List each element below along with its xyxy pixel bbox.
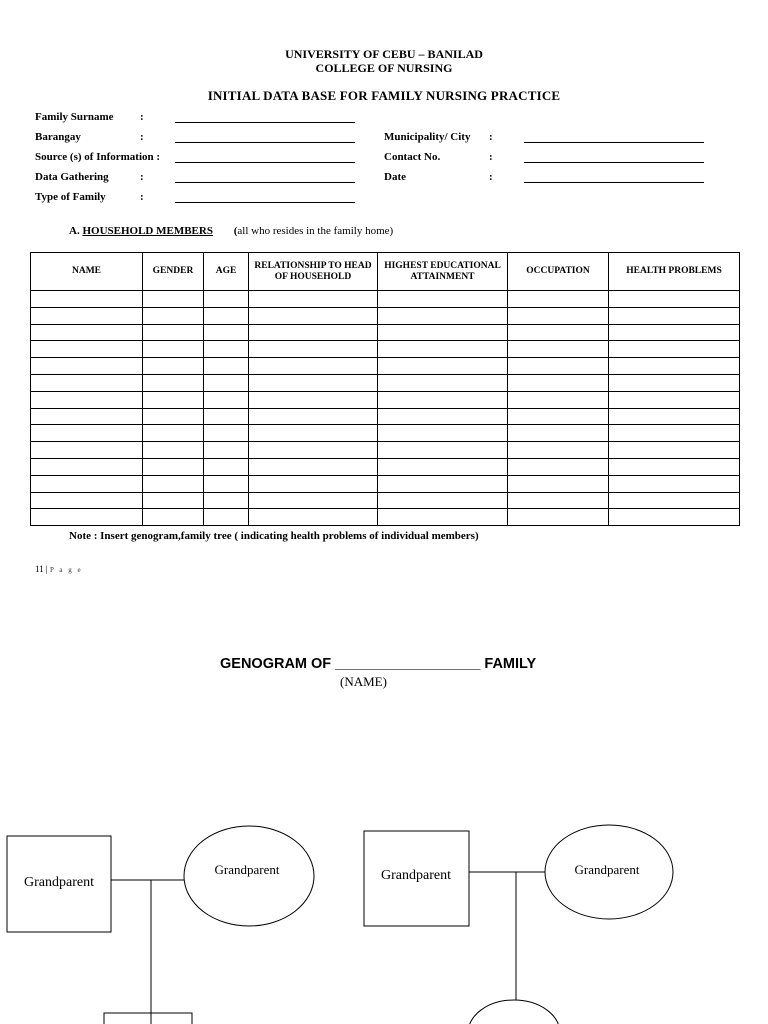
household-members-table: [30, 252, 740, 526]
colon: :: [140, 171, 144, 183]
table-cell[interactable]: [31, 475, 143, 492]
table-cell[interactable]: [143, 475, 204, 492]
source-label: Source (s) of Information :: [35, 151, 161, 163]
table-row: [31, 509, 740, 526]
table-cell[interactable]: [378, 341, 508, 358]
family-surname-field[interactable]: [175, 122, 355, 123]
table-cell[interactable]: [204, 408, 249, 425]
table-cell[interactable]: [378, 307, 508, 324]
table-cell[interactable]: [609, 307, 740, 324]
table-cell[interactable]: [508, 374, 609, 391]
table-row: [31, 408, 740, 425]
table-row: [31, 324, 740, 341]
table-cell[interactable]: [249, 458, 378, 475]
column-header: GENDER: [143, 253, 204, 291]
table-cell[interactable]: [143, 509, 204, 526]
colon: :: [140, 131, 144, 143]
table-cell[interactable]: [31, 391, 143, 408]
table-cell[interactable]: [609, 341, 740, 358]
table-cell[interactable]: [378, 509, 508, 526]
table-cell[interactable]: [609, 475, 740, 492]
genogram-note: Note : Insert genogram,family tree ( indicating health problems of individual members): [69, 530, 479, 542]
table-row: [31, 291, 740, 308]
page-label: P a g e: [49, 566, 83, 574]
colon: :: [140, 111, 144, 123]
table-row: [31, 341, 740, 358]
table-cell[interactable]: [249, 425, 378, 442]
table-cell[interactable]: [508, 341, 609, 358]
table-row: [31, 358, 740, 375]
barangay-label: Barangay: [35, 131, 81, 143]
table-cell[interactable]: [609, 358, 740, 375]
table-cell[interactable]: [204, 374, 249, 391]
column-header: RELATIONSHIP TO HEAD OF HOUSEHOLD: [249, 253, 378, 291]
table-row: [31, 442, 740, 459]
table-cell[interactable]: [143, 458, 204, 475]
form-title: INITIAL DATA BASE FOR FAMILY NURSING PRACTICE: [207, 88, 561, 103]
table-cell[interactable]: [508, 425, 609, 442]
table-cell[interactable]: [31, 442, 143, 459]
table-cell[interactable]: [204, 442, 249, 459]
table-row: [31, 307, 740, 324]
genogram-diagram: [0, 800, 768, 1024]
table-cell[interactable]: [378, 408, 508, 425]
name-hint: (NAME): [340, 674, 387, 689]
table-cell[interactable]: [508, 391, 609, 408]
table-cell[interactable]: [249, 291, 378, 308]
table-cell[interactable]: [609, 324, 740, 341]
genogram-title: [220, 656, 536, 672]
table-cell[interactable]: [204, 341, 249, 358]
table-cell[interactable]: [609, 509, 740, 526]
colon: :: [489, 171, 493, 183]
date-label: Date: [384, 171, 406, 183]
table-cell[interactable]: [31, 492, 143, 509]
table-body: [31, 291, 740, 526]
barangay-field[interactable]: [175, 142, 355, 143]
source-field[interactable]: [175, 162, 355, 163]
grandparent-label-2: Grandparent: [214, 862, 280, 877]
table-cell[interactable]: [378, 358, 508, 375]
family-surname-label: Family Surname: [35, 111, 114, 123]
table-cell[interactable]: [143, 425, 204, 442]
table-cell[interactable]: [143, 291, 204, 308]
table-cell[interactable]: [31, 374, 143, 391]
child-circle: [468, 1000, 560, 1024]
table-row: [31, 458, 740, 475]
table-cell[interactable]: [378, 442, 508, 459]
table-cell[interactable]: [249, 341, 378, 358]
municipality-label: Municipality/ City: [384, 131, 471, 143]
table-cell[interactable]: [143, 391, 204, 408]
table-cell[interactable]: [508, 442, 609, 459]
data-gathering-label: Data Gathering: [35, 171, 109, 183]
table-cell[interactable]: [31, 425, 143, 442]
data-gathering-field[interactable]: [175, 182, 355, 183]
table-cell[interactable]: [204, 391, 249, 408]
table-cell[interactable]: [31, 358, 143, 375]
contact-no-label: Contact No.: [384, 151, 441, 163]
table-cell[interactable]: [249, 307, 378, 324]
table-cell[interactable]: [31, 291, 143, 308]
table-cell[interactable]: [378, 492, 508, 509]
column-header: AGE: [204, 253, 249, 291]
table-cell[interactable]: [609, 391, 740, 408]
table-row: [31, 374, 740, 391]
table-cell[interactable]: [508, 358, 609, 375]
table-cell[interactable]: [378, 391, 508, 408]
table-cell[interactable]: [609, 408, 740, 425]
grandparent-label-3: Grandparent: [381, 868, 451, 883]
table-cell[interactable]: [508, 324, 609, 341]
page-number: [35, 564, 83, 574]
table-cell[interactable]: [508, 475, 609, 492]
table-cell[interactable]: [204, 358, 249, 375]
municipality-field[interactable]: [524, 142, 704, 143]
table-cell[interactable]: [143, 341, 204, 358]
section-letter: A.: [69, 225, 80, 237]
table-cell[interactable]: [508, 509, 609, 526]
table-cell[interactable]: [609, 425, 740, 442]
table-cell[interactable]: [508, 492, 609, 509]
table-row: [31, 475, 740, 492]
table-row: [31, 492, 740, 509]
table-cell[interactable]: [609, 492, 740, 509]
table-cell[interactable]: [378, 324, 508, 341]
table-cell[interactable]: [204, 307, 249, 324]
column-header: HEALTH PROBLEMS: [609, 253, 740, 291]
genogram-title-suffix: FAMILY: [484, 656, 537, 672]
table-cell[interactable]: [249, 374, 378, 391]
colon: :: [140, 191, 144, 203]
table-cell[interactable]: [143, 442, 204, 459]
table-cell[interactable]: [31, 458, 143, 475]
table-cell[interactable]: [249, 408, 378, 425]
section-subtitle: all who resides in the family home): [237, 225, 394, 237]
table-row: [31, 391, 740, 408]
section-paren: (: [233, 225, 238, 237]
table-cell[interactable]: [609, 442, 740, 459]
table-cell[interactable]: [508, 458, 609, 475]
table-cell[interactable]: [204, 458, 249, 475]
table-cell[interactable]: [204, 291, 249, 308]
table-cell[interactable]: [204, 324, 249, 341]
table-cell[interactable]: [249, 509, 378, 526]
column-header: HIGHEST EDUCATIONAL ATTAINMENT: [378, 253, 508, 291]
table-cell[interactable]: [508, 408, 609, 425]
table-header-row: [31, 253, 740, 291]
table-cell[interactable]: [249, 324, 378, 341]
child-square: [104, 1013, 192, 1024]
table-cell[interactable]: [31, 307, 143, 324]
table-cell[interactable]: [378, 425, 508, 442]
table-cell[interactable]: [249, 475, 378, 492]
table-cell[interactable]: [249, 492, 378, 509]
table-cell[interactable]: [143, 492, 204, 509]
college-name: COLLEGE OF NURSING: [315, 61, 453, 75]
table-cell[interactable]: [378, 291, 508, 308]
colon: :: [489, 151, 493, 163]
table-cell[interactable]: [31, 341, 143, 358]
table-cell[interactable]: [508, 307, 609, 324]
table-cell[interactable]: [378, 374, 508, 391]
table-cell[interactable]: [143, 324, 204, 341]
table-cell[interactable]: [143, 408, 204, 425]
section-a-heading: [69, 225, 393, 237]
table-cell[interactable]: [143, 307, 204, 324]
table-cell[interactable]: [378, 458, 508, 475]
genogram-title-prefix: GENOGRAM OF: [220, 656, 332, 672]
table-cell[interactable]: [31, 509, 143, 526]
grandparent-label-1: Grandparent: [24, 875, 94, 890]
university-name: UNIVERSITY OF CEBU – BANILAD: [285, 47, 483, 61]
table-cell[interactable]: [609, 291, 740, 308]
table-cell[interactable]: [249, 391, 378, 408]
colon: :: [489, 131, 493, 143]
table-cell[interactable]: [609, 458, 740, 475]
page-number-value: 11 |: [35, 564, 48, 574]
contact-no-field[interactable]: [524, 162, 704, 163]
table-cell[interactable]: [143, 374, 204, 391]
table-cell[interactable]: [249, 358, 378, 375]
type-of-family-field[interactable]: [175, 202, 355, 203]
table-cell[interactable]: [378, 475, 508, 492]
table-cell[interactable]: [508, 291, 609, 308]
table-cell[interactable]: [204, 509, 249, 526]
column-header: OCCUPATION: [508, 253, 609, 291]
table-row: [31, 425, 740, 442]
type-of-family-label: Type of Family: [35, 191, 106, 203]
date-field[interactable]: [524, 182, 704, 183]
section-title: HOUSEHOLD MEMBERS: [82, 225, 213, 237]
table-cell[interactable]: [204, 475, 249, 492]
column-header: NAME: [31, 253, 143, 291]
family-name-blank[interactable]: __________________: [335, 656, 481, 672]
table-cell[interactable]: [31, 408, 143, 425]
grandparent-label-4: Grandparent: [574, 862, 640, 877]
table-cell[interactable]: [249, 442, 378, 459]
table-cell[interactable]: [143, 358, 204, 375]
table-cell[interactable]: [609, 374, 740, 391]
table-cell[interactable]: [31, 324, 143, 341]
table-cell[interactable]: [204, 492, 249, 509]
table-cell[interactable]: [204, 425, 249, 442]
